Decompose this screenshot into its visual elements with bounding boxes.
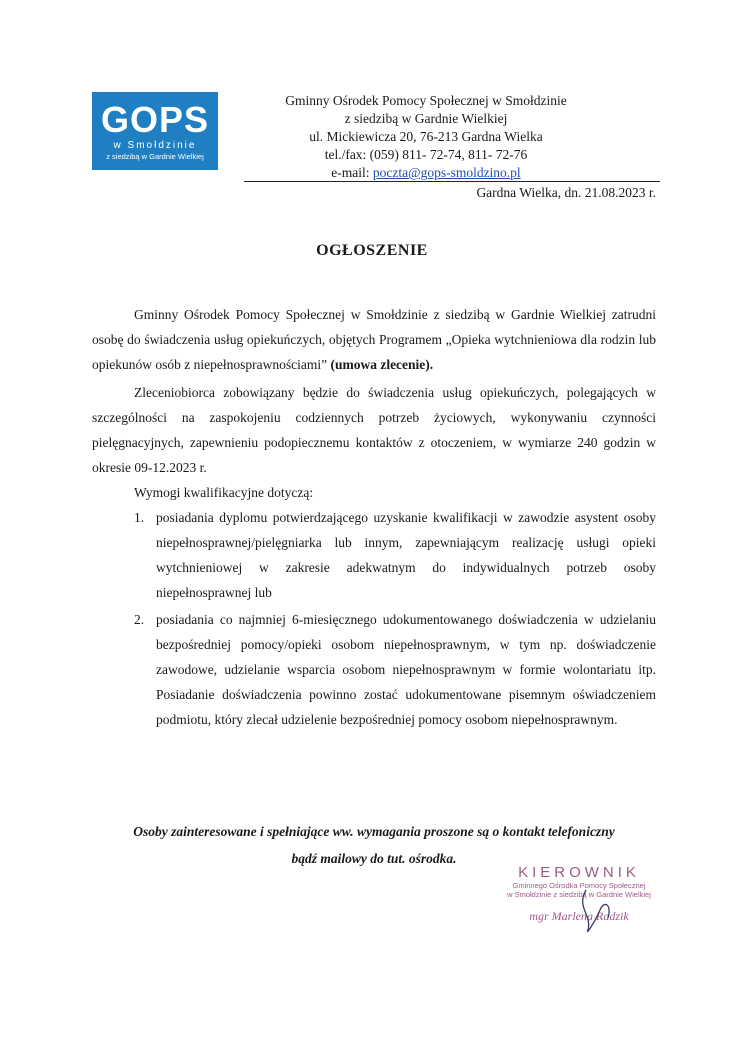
closing-line-1: Osoby zainteresowane i spełniające ww. wymagania proszone są o kontakt telefoniczny: [133, 824, 615, 839]
list-item: [92, 505, 656, 605]
logo-sub-text: w Smołdzinie: [113, 140, 197, 151]
email-label: e-mail:: [331, 165, 373, 180]
requirements-list: [92, 505, 656, 732]
org-seat: z siedzibą w Gardnie Wielkiej: [344, 111, 508, 126]
list-number: 2.: [134, 612, 145, 627]
handwritten-signature: [568, 884, 628, 938]
logo-small-text: z siedzibą w Gardnie Wielkiej: [106, 152, 204, 161]
email-link[interactable]: poczta@gops-smoldzino.pl: [372, 165, 521, 180]
org-name: Gminny Ośrodek Pomocy Społecznej w Smołdzinie: [285, 93, 567, 108]
letterhead: [252, 92, 600, 182]
logo-main-text: GOPS: [100, 99, 210, 140]
stamp-name: mgr Marlena Radzik: [529, 909, 629, 923]
page-title: OGŁOSZENIE: [316, 242, 428, 259]
list-number: 1.: [134, 510, 145, 525]
announcement-body: [92, 302, 656, 734]
closing-line-2: bądź mailowy do tut. ośrodka.: [291, 851, 457, 866]
document-date: Gardna Wielka, dn. 21.08.2023 r.: [476, 185, 656, 200]
list-text: posiadania co najmniej 6-miesięcznego udokumentowanego doświadczenia w udzielaniu bezpośredniej pomocy/opieki osobom niepełnosprawnym, w tym np. doświadczenie zawodowe, udzielanie wsparcia osobom niepełnosprawnym w formie wolontariatu itp. Posiadanie doświadczenia powinno zostać udokumentowane pisemnym oświadczeniem podmiotu, który zlecał udzielenie bezpośredniej pomocy osobom niepełnosprawnym.: [156, 612, 656, 727]
stamp-role: KIEROWNIK: [518, 864, 640, 881]
paragraph-1: [92, 302, 656, 377]
list-item: [92, 607, 656, 732]
requirements-title: Wymogi kwalifikacyjne dotyczą:: [134, 485, 314, 500]
stamp-org-line-2: w Smołdzinie z siedzibą w Gardnie Wielkiej: [507, 890, 651, 899]
org-address: ul. Mickiewicza 20, 76-213 Gardna Wielka: [309, 129, 543, 144]
stamp-org-line-1: Gminnego Ośrodka Pomocy Społecznej: [512, 881, 646, 890]
org-email-line: [252, 164, 600, 182]
header-divider: [244, 181, 660, 182]
paragraph-2: Zleceniobiorca zobowiązany będzie do świadczenia usług opiekuńczych, polegających w szczególności na zaspokojeniu codziennych potrzeb życiowych, wykonywaniu czynności pielęgnacyjnych, zapewnieniu podopiecznemu kontaktów z otoczeniem, w wymiarze 240 godzin w okresie 09-12.2023 r.: [92, 385, 656, 475]
gops-logo: [92, 92, 218, 170]
paragraph-1-text: Gminny Ośrodek Pomocy Społecznej w Smołdzinie z siedzibą w Gardnie Wielkiej zatrudni osobę do świadczenia usług opiekuńczych, objętych Programem „Opieka wytchnieniowa dla rodzin lub opiekunów osób z niepełnosprawnościami”: [92, 307, 656, 372]
list-text: posiadania dyplomu potwierdzającego uzyskanie kwalifikacji w zawodzie asystent osoby niepełnosprawnej/pielęgniarka lub innym, zapewniającym realizację usługi opieki wytchnieniowej w zakresie adekwatnym do indywidualnych potrzeb osoby niepełnosprawnej lub: [156, 510, 656, 600]
contract-type: (umowa zlecenie).: [330, 357, 434, 372]
org-phone: tel./fax: (059) 811- 72-74, 811- 72-76: [324, 147, 528, 162]
